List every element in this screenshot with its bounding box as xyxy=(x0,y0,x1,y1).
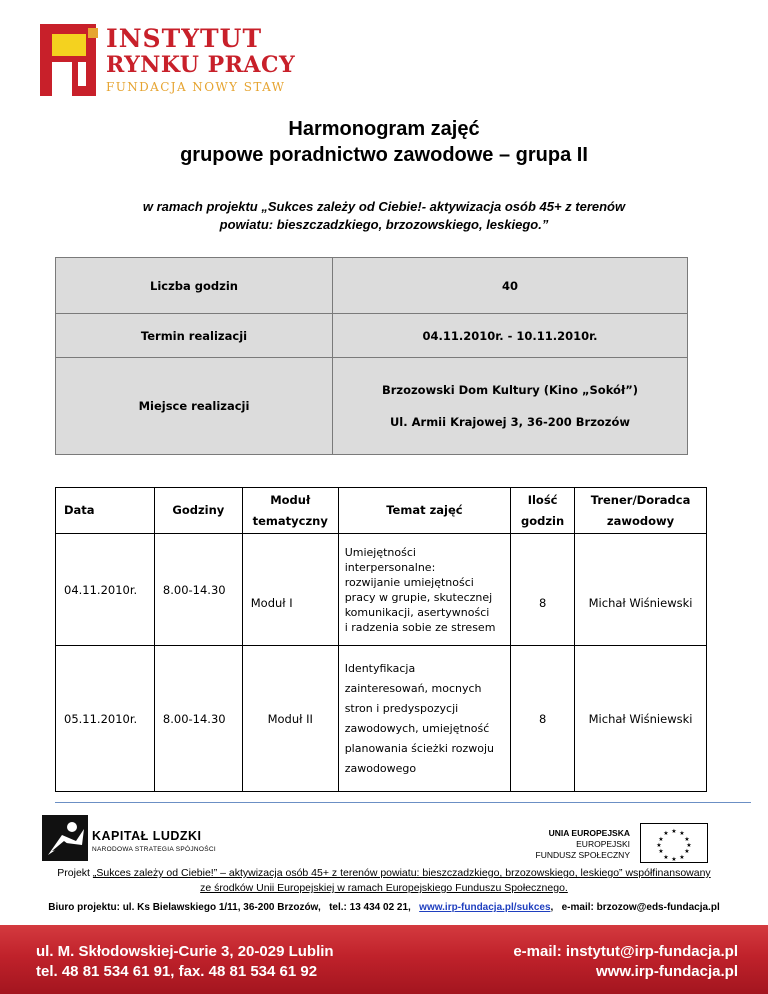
table-row xyxy=(56,646,707,792)
row-hours: 8.00-14.30 xyxy=(154,646,242,792)
table-row xyxy=(56,534,707,646)
office-website-link[interactable]: www.irp-fundacja.pl/sukces xyxy=(419,902,551,913)
page-title: Harmonogram zajęć xyxy=(288,118,480,140)
info-row-term xyxy=(56,314,688,358)
svg-text:★: ★ xyxy=(679,830,685,837)
kapital-ludzki-title: KAPITAŁ LUDZKI xyxy=(92,829,202,843)
topic-line: zawodowych, umiejętność xyxy=(344,721,490,735)
footer-address: ul. M. Skłodowskiej-Curie 3, 20-029 Lublin xyxy=(36,943,334,960)
topic-line: Umiejętności xyxy=(344,545,416,559)
place-label: Miejsce realizacji xyxy=(56,358,333,455)
subtitle-line-1: w ramach projektu „Sukces zależy od Ciebie!- aktywizacja osób 45+ z terenów xyxy=(142,199,626,214)
hours-label: Liczba godzin xyxy=(56,258,333,314)
topic-line: pracy w grupie, skutecznej xyxy=(344,590,493,604)
svg-text:★: ★ xyxy=(663,830,669,837)
svg-text:★: ★ xyxy=(671,856,677,863)
svg-text:★: ★ xyxy=(663,854,669,861)
footer-divider xyxy=(55,802,751,803)
kapital-ludzki-logo xyxy=(40,813,240,863)
hours-value: 40 xyxy=(333,258,688,314)
project-line-2: ze środków Unii Europejskiej w ramach Europejskiego Funduszu Społecznego. xyxy=(200,882,568,894)
header-module xyxy=(242,488,338,534)
logo-line-1: INSTYTUT xyxy=(106,24,263,53)
header-count-line-2: godzin xyxy=(521,513,565,528)
place-line-1: Brzozowski Dom Kultury (Kino „Sokół”) xyxy=(381,383,639,397)
footer-phone-fax: tel. 48 81 534 61 91, fax. 48 81 534 61 92 xyxy=(36,963,318,980)
header-module-line-1: Moduł xyxy=(270,492,311,507)
row-count: 8 xyxy=(511,646,575,792)
logo-line-2: RYNKU PRACY xyxy=(106,52,296,78)
eu-label xyxy=(480,828,630,861)
row-trainer: Michał Wiśniewski xyxy=(575,646,707,792)
page-subtitle-title: grupowe poradnictwo zawodowe – grupa II xyxy=(180,144,588,166)
schedule-table xyxy=(55,487,707,792)
logo-line-3: FUNDACJA NOWY STAW xyxy=(106,80,286,94)
svg-text:★: ★ xyxy=(686,842,692,849)
svg-text:★: ★ xyxy=(671,828,677,835)
svg-text:★: ★ xyxy=(684,836,690,843)
term-label: Termin realizacji xyxy=(56,314,333,358)
eu-line-3: FUNDUSZ SPOŁECZNY xyxy=(535,850,630,860)
header-trainer-line-1: Trener/Doradca xyxy=(590,492,691,507)
row-trainer: Michał Wiśniewski xyxy=(575,534,707,646)
topic-line: interpersonalne: xyxy=(344,560,436,574)
office-email: e-mail: brzozow@eds-fundacja.pl xyxy=(561,902,720,913)
row-topic xyxy=(338,534,510,646)
term-value: 04.11.2010r. - 10.11.2010r. xyxy=(333,314,688,358)
header-count-line-1: Ilość xyxy=(527,492,558,507)
header-module-line-2: tematyczny xyxy=(252,513,328,528)
row-module: Moduł II xyxy=(242,646,338,792)
header-count xyxy=(511,488,575,534)
topic-line: stron i predyspozycji xyxy=(344,701,459,715)
project-name: „Sukces zależy od Ciebie!” – aktywizacja osób 45+ z terenów powiatu: bieszczadzkiego, brzozowskiego, leskiego” współfinansowany xyxy=(92,867,711,879)
footer-email[interactable]: e-mail: instytut@irp-fundacja.pl xyxy=(513,943,738,960)
project-office-info: Biuro projektu: ul. Ks Bielawskiego 1/11, 36-200 Brzozów, tel.: 13 434 02 21, www.irp-fundacja.pl/sukces, e-mail: brzozow@eds-fundacja.pl xyxy=(48,902,720,913)
row-count: 8 xyxy=(511,534,575,646)
info-table xyxy=(55,257,688,455)
svg-text:★: ★ xyxy=(658,848,664,855)
header-trainer xyxy=(575,488,707,534)
place-value xyxy=(333,358,688,455)
row-hours: 8.00-14.30 xyxy=(154,534,242,646)
row-date: 05.11.2010r. xyxy=(56,646,155,792)
header-hours xyxy=(154,488,242,534)
topic-line: zainteresowań, mocnych xyxy=(344,681,482,695)
row-topic xyxy=(338,646,510,792)
topic-line: komunikacji, asertywności xyxy=(344,605,490,619)
place-line-2: Ul. Armii Krajowej 3, 36-200 Brzozów xyxy=(389,415,631,429)
institute-logo xyxy=(38,18,308,98)
logo-mark-icon xyxy=(38,22,102,98)
topic-line: zawodowego xyxy=(344,761,417,775)
project-line-1 xyxy=(20,866,748,881)
header-date: Data xyxy=(56,488,155,534)
subtitle-line-2: powiatu: bieszczadzkiego, brzozowskiego, leskiego.” xyxy=(219,217,549,232)
row-module: Moduł I xyxy=(242,534,338,646)
svg-text:★: ★ xyxy=(684,848,690,855)
eu-flag-icon xyxy=(640,823,708,863)
header-hours-label: Godziny xyxy=(172,503,225,517)
footer-band xyxy=(0,925,768,994)
header-topic-label: Temat zajęć xyxy=(386,503,463,517)
footer-website[interactable]: www.irp-fundacja.pl xyxy=(596,963,738,980)
header-topic xyxy=(338,488,510,534)
schedule-header-row xyxy=(56,488,707,534)
topic-line: planowania ścieżki rozwoju xyxy=(344,741,495,755)
row-date: 04.11.2010r. xyxy=(56,534,155,646)
office-phone: tel.: 13 434 02 21, xyxy=(329,902,411,913)
svg-text:★: ★ xyxy=(658,836,664,843)
eu-line-2: EUROPEJSKI xyxy=(576,839,630,849)
svg-text:★: ★ xyxy=(656,842,662,849)
project-prefix: Projekt xyxy=(57,867,93,879)
topic-line: Identyfikacja xyxy=(344,661,416,675)
svg-text:★: ★ xyxy=(679,854,685,861)
kapital-ludzki-subtitle: NARODOWA STRATEGIA SPÓJNOŚCI xyxy=(92,846,216,853)
info-row-hours xyxy=(56,258,688,314)
topic-line: rozwijanie umiejętności xyxy=(344,575,474,589)
office-address: Biuro projektu: ul. Ks Bielawskiego 1/11, 36-200 Brzozów, xyxy=(48,902,321,913)
topic-line: i radzenia sobie ze stresem xyxy=(344,620,496,634)
info-row-place xyxy=(56,358,688,455)
header-trainer-line-2: zawodowy xyxy=(606,513,675,528)
project-funding-note xyxy=(20,866,748,896)
eu-line-1: UNIA EUROPEJSKA xyxy=(548,828,630,838)
kapital-ludzki-icon xyxy=(42,815,90,863)
project-subtitle xyxy=(80,198,688,234)
